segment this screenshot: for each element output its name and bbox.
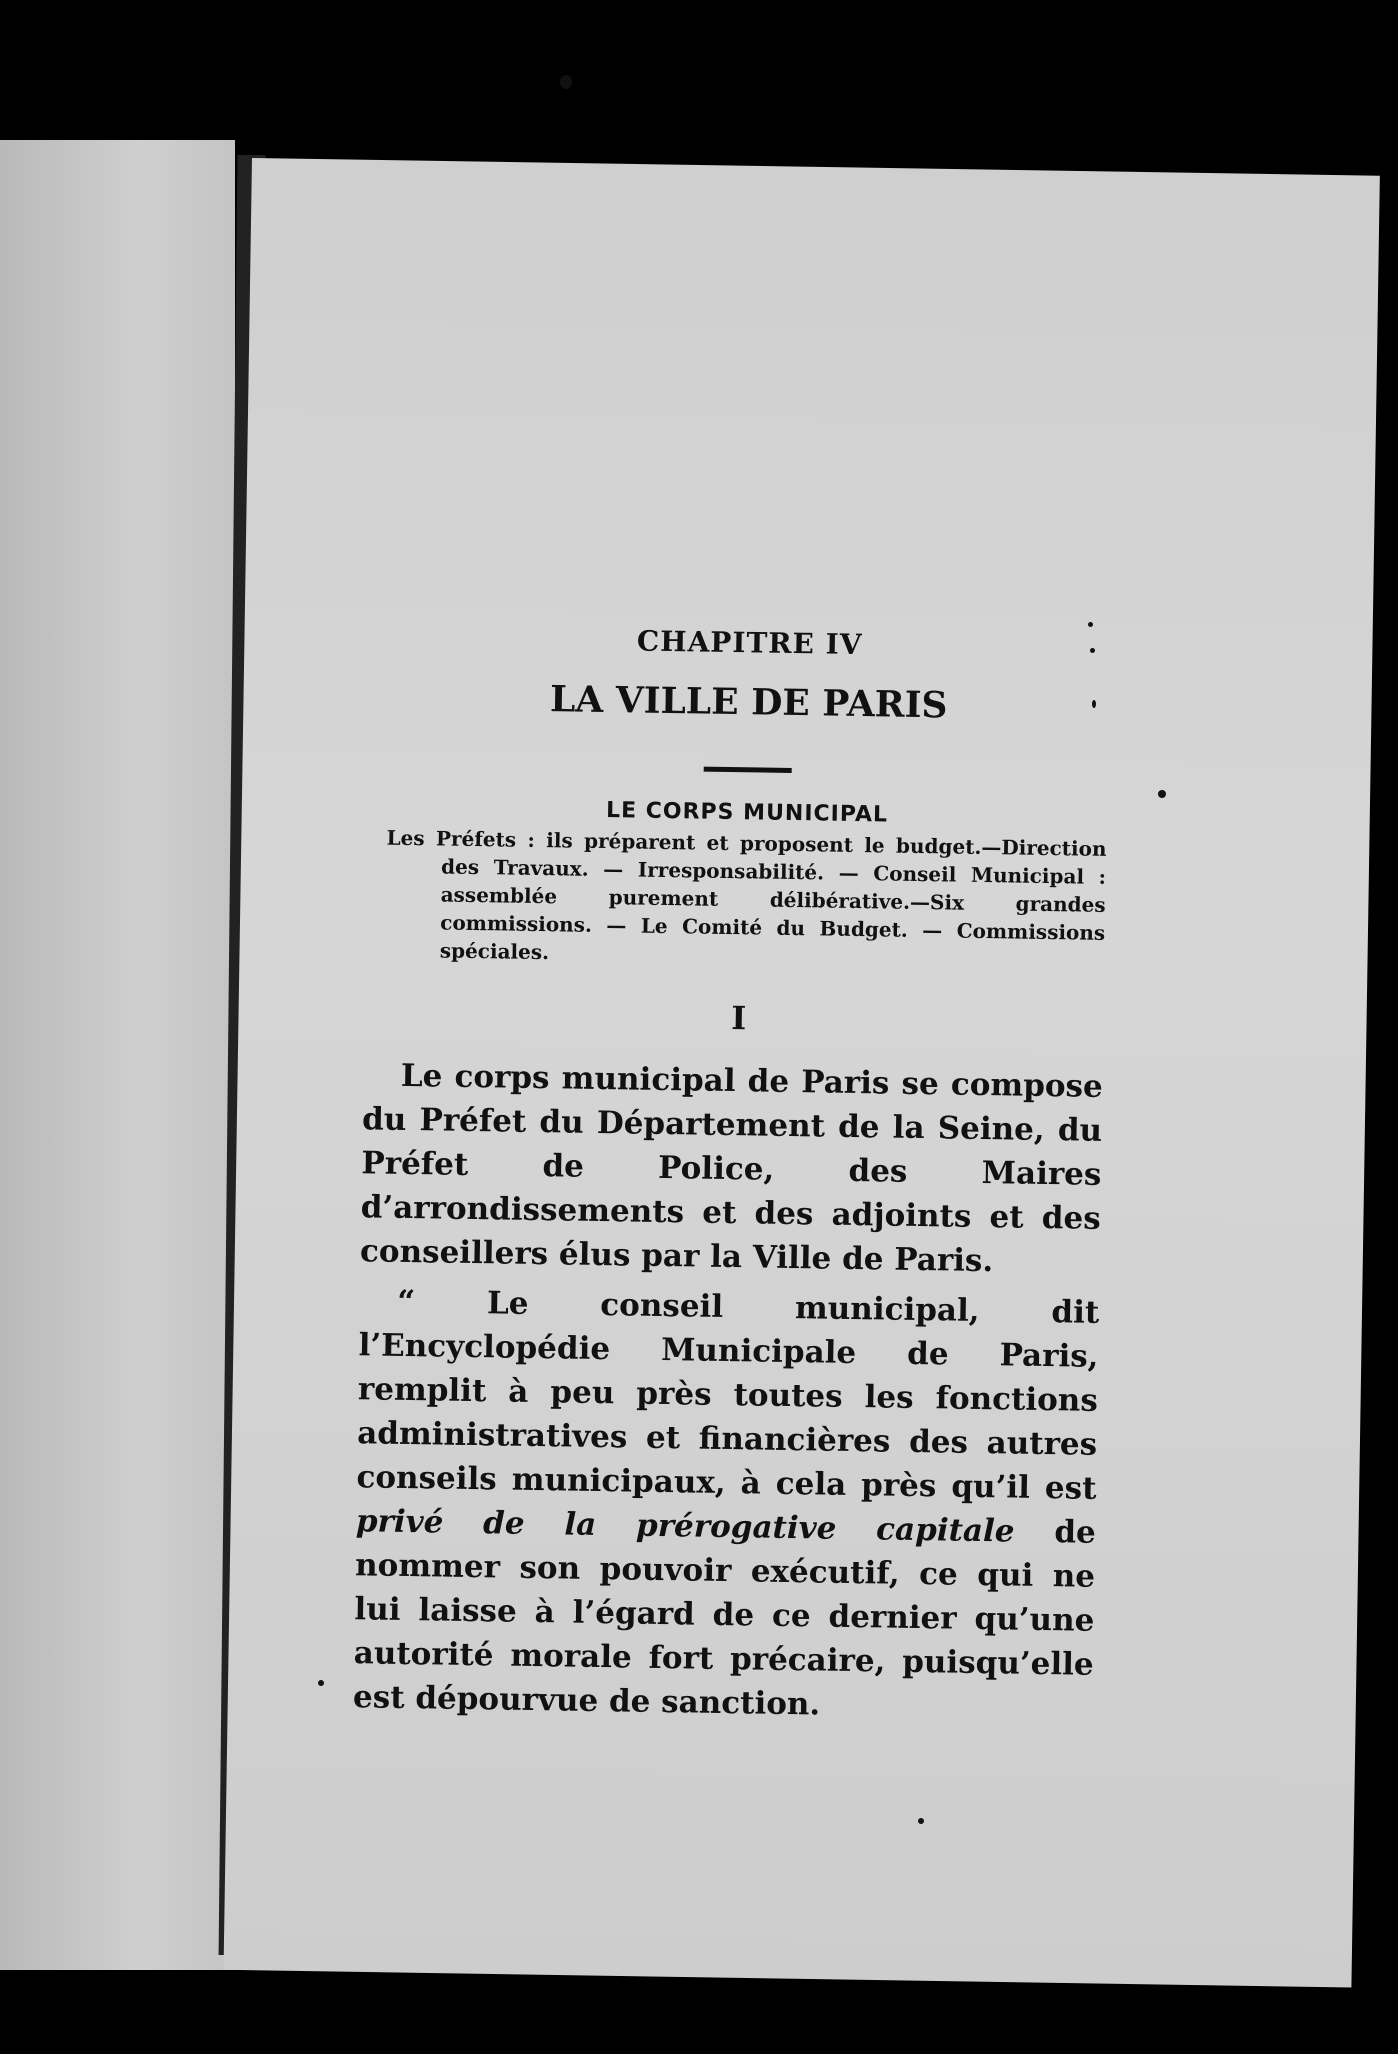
dust-speck xyxy=(560,75,572,89)
body-paragraph-2 xyxy=(353,1279,1100,1731)
dust-speck xyxy=(1158,790,1166,798)
body-paragraph-1: Le corps municipal de Paris se compose du Préfet du Département de la Seine, du Préfet de Police, des Maires d’arrondissements et des adjoints et des conseillers élus par la Ville de Paris. xyxy=(359,1057,1104,1280)
chapter-title: LA VILLE DE PARIS xyxy=(549,678,948,727)
dust-speck xyxy=(918,1818,924,1824)
page-text xyxy=(333,620,1110,1731)
section-heading: LE CORPS MUNICIPAL xyxy=(605,798,889,828)
paragraph-2-end: de nommer son pouvoir exécutif, ce qui ne lui laisse à l’égard de ce dernier qu’une autorité morale fort précaire, puisqu’elle est dépourvue de sanction. xyxy=(352,1513,1097,1723)
paragraph-2-start: “ Le conseil municipal, dit l’Encyclopédie Municipale de Paris, remplit à peu près toutes les fonctions administratives et financières des autres conseils municipaux, à cela près qu’il est xyxy=(356,1283,1100,1507)
section-summary xyxy=(385,824,1107,975)
part-numeral: I xyxy=(731,999,747,1038)
left-page-edge xyxy=(0,140,235,1970)
paragraph-2-italic: privé de la prérogative capitale xyxy=(355,1503,1015,1550)
dust-speck xyxy=(1088,622,1093,627)
dust-speck xyxy=(318,1680,324,1686)
section-summary-text: Les Préfets : ils préparent et proposent le budget.—Direction des Travaux. — Irresponsabilité. — Conseil Municipal : assemblée purement délibérative.—Six grandes commissions. — Le Comité du Budget. — Commissions spéciales. xyxy=(386,825,1107,965)
divider-rule xyxy=(704,767,792,773)
chapter-label: CHAPITRE IV xyxy=(636,624,863,662)
